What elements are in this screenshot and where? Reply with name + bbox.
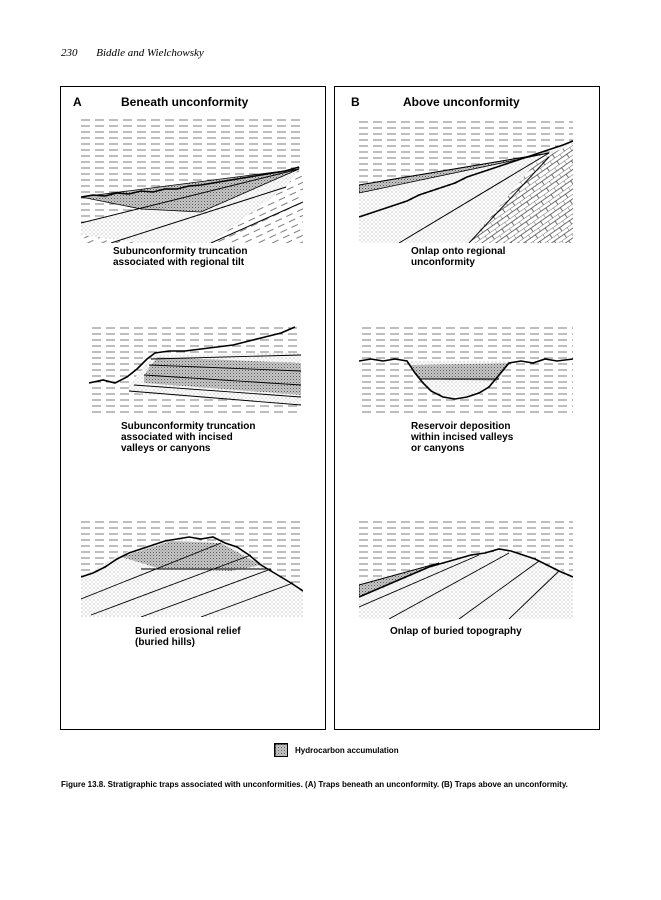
caption-regional-tilt: Subunconformity truncation associated with regional tilt (113, 246, 248, 268)
diagram-buried-topography-onlap (359, 519, 573, 619)
caption-onlap-regional: Onlap onto regional unconformity (411, 246, 506, 268)
running-header (61, 47, 204, 59)
diagram-regional-tilt-truncation (81, 117, 303, 243)
caption-buried-hills: Buried erosional relief (buried hills) (135, 626, 241, 648)
figure-caption: Figure 13.8. Stratigraphic traps associated with unconformities. (A) Traps beneath an unconformity. (B) Traps above an unconformity. (61, 780, 568, 789)
diagram-incised-valley-reservoir (359, 325, 573, 415)
panel-beneath-unconformity (60, 86, 326, 730)
diagram-onlap-regional (359, 119, 573, 243)
diagram-incised-valley-truncation (89, 325, 301, 417)
running-title: Biddle and Wielchowsky (96, 47, 204, 59)
hydrocarbon-swatch (274, 743, 288, 757)
caption-buried-topography: Onlap of buried topography (390, 626, 522, 637)
caption-incised-valleys-a: Subunconformity truncation associated with incised valleys or canyons (121, 421, 256, 454)
caption-incised-valleys-b: Reservoir deposition within incised valleys or canyons (411, 421, 514, 454)
legend (274, 743, 399, 757)
diagram-buried-hills (81, 519, 303, 617)
legend-label: Hydrocarbon accumulation (295, 745, 399, 755)
panel-a-title: Beneath unconformity (121, 95, 249, 109)
panel-above-unconformity (334, 86, 600, 730)
panel-b-title: Above unconformity (403, 95, 520, 109)
page-number: 230 (61, 47, 78, 59)
panel-a-letter: A (73, 95, 82, 109)
panel-b-letter: B (351, 95, 360, 109)
